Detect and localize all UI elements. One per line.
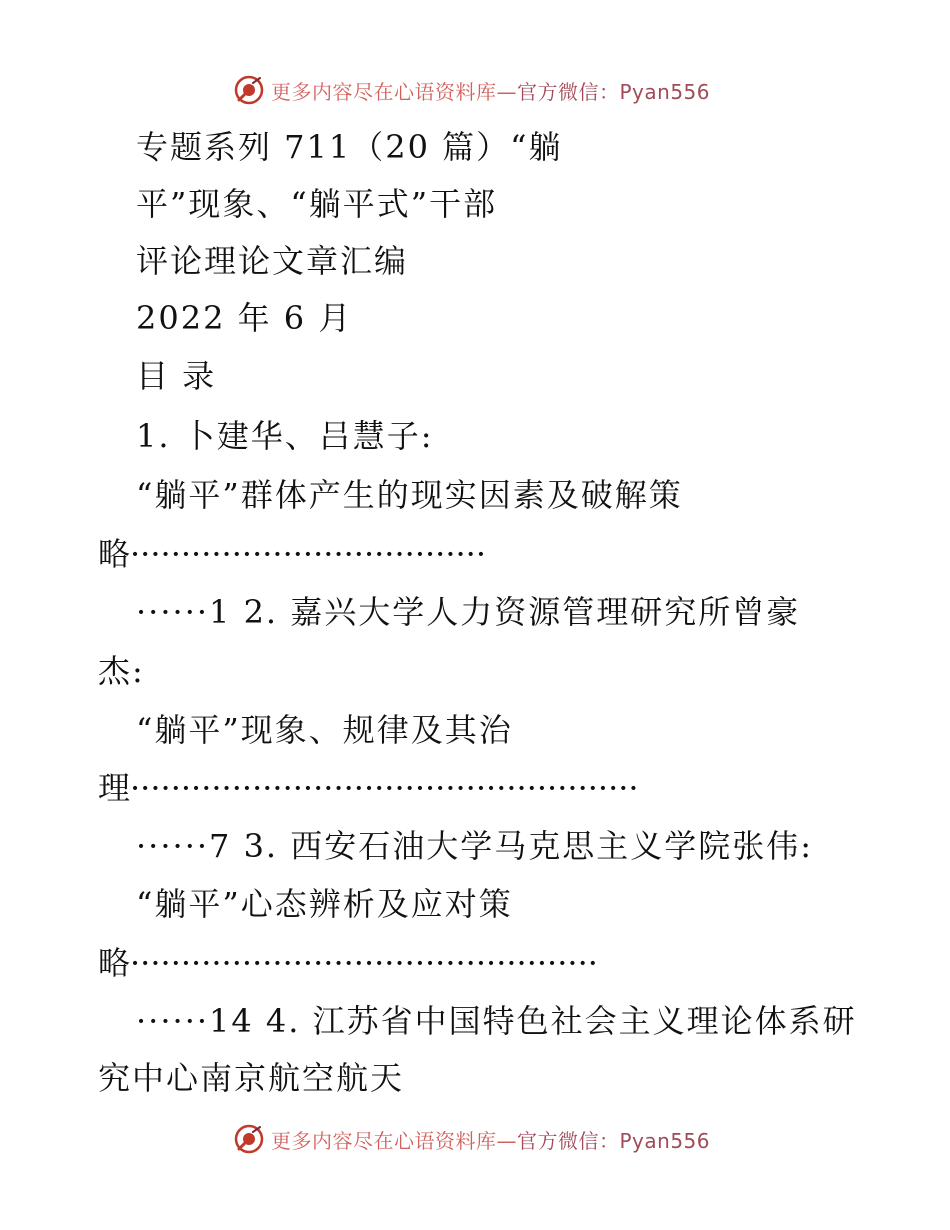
watermark-separator: —	[496, 1128, 517, 1153]
watermark-contact: 官方微信：Pyan556	[517, 1128, 711, 1153]
watermark-separator: —	[496, 79, 517, 104]
pen-circle-logo-icon	[233, 1123, 265, 1155]
toc-entry-1-leader: 略···································	[98, 535, 487, 573]
toc-entry-1-author: 1. 卜建华、吕慧子:	[136, 417, 434, 455]
toc-entry-2-title: “躺平”现象、规律及其治	[136, 711, 513, 749]
toc-entry-2-leader: 理··················································	[98, 769, 639, 807]
title-line-3: 评论理论文章汇编	[136, 242, 409, 280]
toc-entry-2-author-cont: 杰:	[98, 652, 145, 690]
date-line: 2022 年 6 月	[136, 299, 353, 337]
title-line-2: 平”现象、“躺平式”干部	[136, 185, 498, 223]
toc-entry-4-author-cont: 究中心南京航空航天	[98, 1059, 405, 1097]
watermark-text: 更多内容尽在心语资料库	[271, 79, 497, 104]
toc-entry-3-title: “躺平”心态辨析及应对策	[136, 885, 513, 923]
toc-entry-3-author: ······7 3. 西安石油大学马克思主义学院张伟:	[136, 827, 814, 865]
toc-heading: 目 录	[136, 357, 217, 395]
toc-entry-2-author: ······1 2. 嘉兴大学人力资源管理研究所曾豪	[136, 593, 801, 631]
watermark-footer	[233, 1121, 733, 1157]
toc-entry-3-leader: 略··············································	[98, 944, 598, 982]
toc-entry-4-author: ······14 4. 江苏省中国特色社会主义理论体系研	[136, 1002, 857, 1040]
watermark-text: 更多内容尽在心语资料库	[271, 1128, 497, 1153]
watermark-contact: 官方微信：Pyan556	[517, 79, 711, 104]
toc-entry-1-title: “躺平”群体产生的现实因素及破解策	[136, 476, 683, 514]
title-line-1: 专题系列 711（20 篇）“躺	[136, 128, 563, 166]
